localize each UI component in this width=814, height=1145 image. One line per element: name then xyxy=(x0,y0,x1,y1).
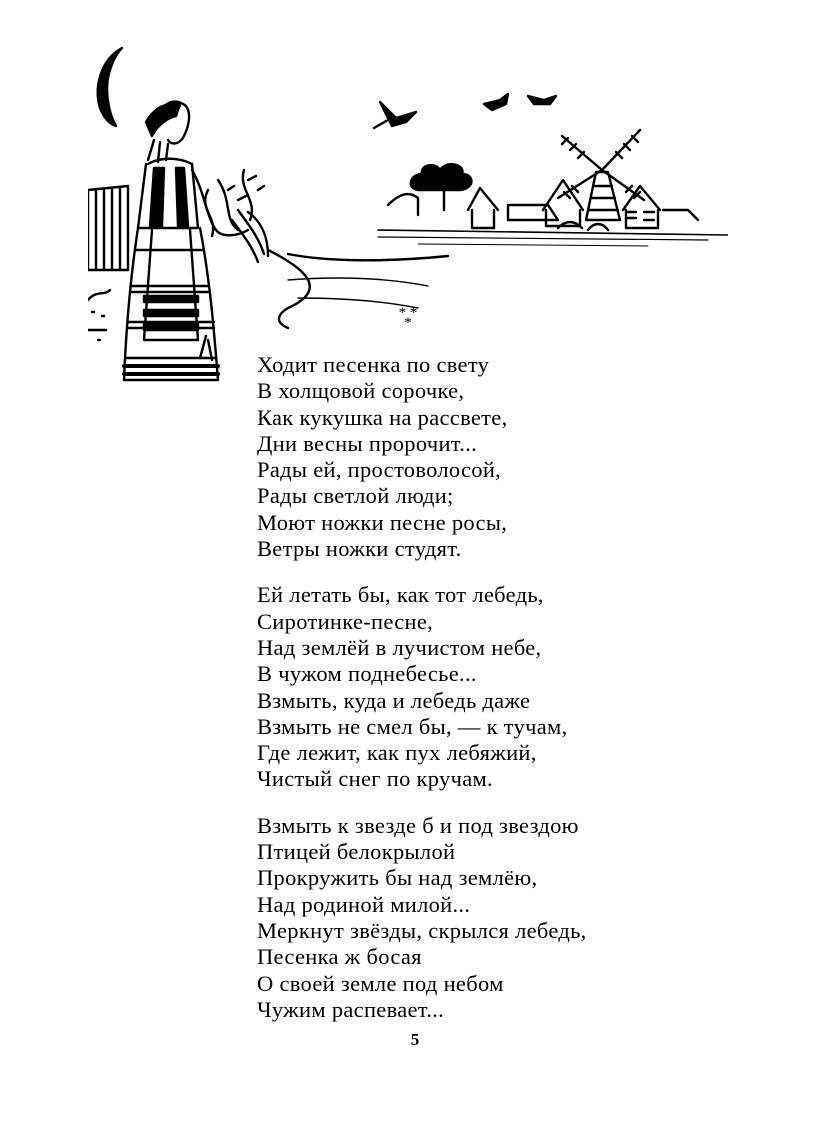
birds-icon xyxy=(374,94,556,128)
poem-line: Дни весны пророчит... xyxy=(257,430,477,456)
windmill-icon xyxy=(558,130,644,220)
poem-line: В холщовой сорочке, xyxy=(257,378,465,404)
poem-line: Прокружить бы над землёю, xyxy=(257,865,538,891)
folk-girl-figure xyxy=(124,102,268,380)
poem-line: Где лежит, как пух лебяжий, xyxy=(257,740,537,766)
stanza-1 xyxy=(257,352,777,562)
poem-line: Над родиной милой... xyxy=(257,891,471,917)
page-number: 5 xyxy=(410,1030,420,1049)
section-ornament: * * * xyxy=(398,305,418,331)
poem-line: Ходит песенка по свету xyxy=(257,352,490,377)
head-kerchief xyxy=(146,104,180,136)
poem-line: Взмыть не смел бы, — к тучам, xyxy=(257,713,568,739)
poem-line: Меркнут звёзды, скрылся лебедь, xyxy=(257,917,587,943)
poem-line: Чужим распевает... xyxy=(257,996,444,1022)
poem-line: Песенка ж босая xyxy=(257,944,422,970)
poem-line: Моют ножки песне росы, xyxy=(257,509,508,535)
house-icon xyxy=(468,188,498,210)
poem-line: Над землёй в лучистом небе, xyxy=(257,634,542,660)
poem-line: Птицей белокрылой xyxy=(257,839,456,865)
poem-line: Ветры ножки студят. xyxy=(257,536,462,562)
fence-icon xyxy=(88,186,128,270)
stanza-3 xyxy=(257,813,777,1023)
stanza-2 xyxy=(257,582,777,792)
poem-line: О своей земле под небом xyxy=(257,970,504,996)
poem-line: Чистый снег по кручам. xyxy=(257,766,493,792)
poem-line: Сиротинке-песне, xyxy=(257,608,434,634)
poem-line: В чужом поднебесье... xyxy=(257,661,477,687)
apron-stripes xyxy=(144,296,198,302)
poem-line: Взмыть, куда и лебедь даже xyxy=(257,687,531,713)
poem xyxy=(257,352,777,1043)
bush-icon xyxy=(205,170,252,236)
poem-line: Как кукушка на рассвете, xyxy=(257,404,508,430)
poem-line: Взмыть к звезде б и под звездою xyxy=(257,812,579,838)
poem-line: Рады светлой люди; xyxy=(257,483,454,509)
poem-line: Ей летать бы, как тот лебедь, xyxy=(257,582,544,608)
tree-icon xyxy=(411,164,472,190)
crescent-moon-icon xyxy=(98,48,122,126)
poem-line: Рады ей, простоволосой, xyxy=(257,457,502,483)
